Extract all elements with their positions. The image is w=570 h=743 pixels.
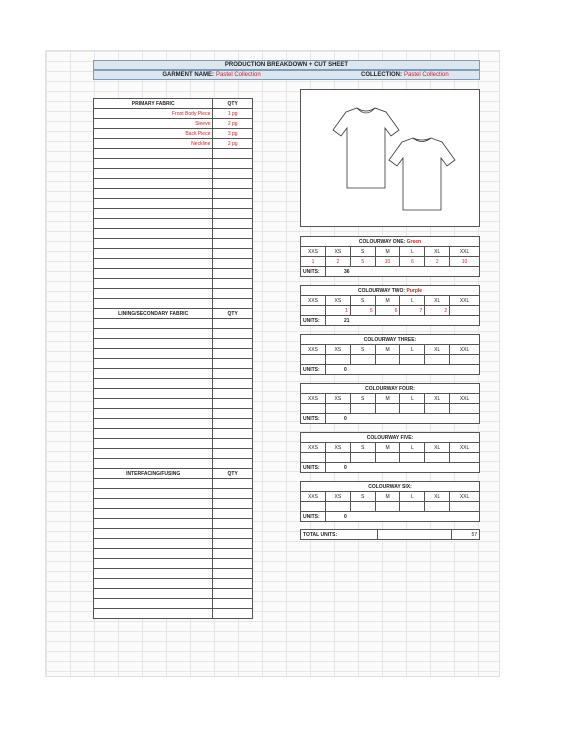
sheet-title-bar xyxy=(93,60,480,70)
size-header-cell: S xyxy=(350,345,375,355)
fabric-row xyxy=(94,439,253,449)
size-qty-cell[interactable] xyxy=(425,502,450,512)
units-value: 21 xyxy=(325,316,479,326)
colourway-table xyxy=(300,481,480,522)
fabric-row xyxy=(94,289,253,299)
fabric-piece-cell[interactable] xyxy=(94,499,213,509)
fabric-row xyxy=(94,199,253,209)
fabric-piece-cell[interactable] xyxy=(94,169,213,179)
fabric-qty-cell[interactable] xyxy=(213,589,253,599)
size-qty-cell[interactable]: 2 xyxy=(325,257,350,267)
garment-name-label: GARMENT NAME: xyxy=(162,72,214,78)
garment-name-value[interactable]: Pastel Collection xyxy=(216,72,261,78)
size-header-cell: L xyxy=(400,345,425,355)
fabric-piece-cell[interactable] xyxy=(94,579,213,589)
size-qty-cell[interactable] xyxy=(450,404,480,414)
fabric-qty-cell[interactable] xyxy=(213,369,253,379)
fabric-qty-cell[interactable] xyxy=(213,219,253,229)
total-units-value: 57 xyxy=(452,530,480,540)
size-qty-cell[interactable] xyxy=(450,502,480,512)
size-qty-cell[interactable]: 10 xyxy=(375,257,400,267)
size-header-cell: XXL xyxy=(450,394,480,404)
fabric-row xyxy=(94,249,253,259)
fabric-row xyxy=(94,559,253,569)
fabric-piece-cell[interactable] xyxy=(94,509,213,519)
fabric-qty-cell[interactable] xyxy=(213,599,253,609)
size-header-cell: XL xyxy=(425,394,450,404)
size-header-cell: XXL xyxy=(450,492,480,502)
fabric-row xyxy=(94,379,253,389)
size-header-cell: M xyxy=(375,296,400,306)
fabric-row xyxy=(94,509,253,519)
fabric-row xyxy=(94,189,253,199)
fabric-qty-cell[interactable] xyxy=(213,359,253,369)
fabric-qty-cell[interactable] xyxy=(213,479,253,489)
fabric-row xyxy=(94,529,253,539)
fabric-qty-cell[interactable]: 2 pg xyxy=(213,139,253,149)
colourway-title xyxy=(301,482,480,492)
size-header-cell: L xyxy=(400,443,425,453)
size-header-cell: M xyxy=(375,443,400,453)
units-value: 0 xyxy=(325,463,479,473)
fabric-qty-cell[interactable] xyxy=(213,319,253,329)
fabric-qty-cell[interactable] xyxy=(213,269,253,279)
fabric-qty-cell[interactable] xyxy=(213,329,253,339)
size-qty-cell[interactable] xyxy=(375,404,400,414)
lining-heading: LINING/SECONDARY FABRIC xyxy=(94,309,213,319)
fabric-qty-cell[interactable] xyxy=(213,459,253,469)
size-header-cell: XXL xyxy=(450,345,480,355)
fabric-qty-cell[interactable] xyxy=(213,439,253,449)
fabric-piece-cell[interactable] xyxy=(94,269,213,279)
fabric-qty-cell[interactable] xyxy=(213,299,253,309)
fabric-qty-cell[interactable] xyxy=(213,289,253,299)
fabric-qty-cell[interactable] xyxy=(213,379,253,389)
fabric-piece-cell[interactable] xyxy=(94,409,213,419)
fabric-row xyxy=(94,159,253,169)
fabric-row xyxy=(94,369,253,379)
interfacing-qty-heading: QTY xyxy=(213,469,253,479)
fabric-qty-cell[interactable] xyxy=(213,149,253,159)
fabric-row xyxy=(94,139,253,149)
size-qty-cell[interactable] xyxy=(425,453,450,463)
fabric-piece-cell[interactable] xyxy=(94,439,213,449)
size-qty-cell[interactable] xyxy=(450,306,480,316)
fabric-qty-cell[interactable] xyxy=(213,249,253,259)
size-header-cell: XS xyxy=(325,345,350,355)
colourway-name[interactable]: Green xyxy=(406,238,422,245)
fabric-piece-cell[interactable] xyxy=(94,339,213,349)
fabric-row xyxy=(94,599,253,609)
size-qty-cell[interactable] xyxy=(425,355,450,365)
fabric-row xyxy=(94,349,253,359)
size-qty-cell[interactable] xyxy=(301,502,326,512)
size-header-cell: XS xyxy=(325,492,350,502)
fabric-piece-cell[interactable] xyxy=(94,609,213,619)
size-header-cell: XS xyxy=(325,296,350,306)
colourway-label: COLOURWAY SIX: xyxy=(368,483,412,490)
fabric-piece-cell[interactable] xyxy=(94,189,213,199)
size-qty-cell[interactable]: 1 xyxy=(301,257,326,267)
fabric-qty-cell[interactable] xyxy=(213,559,253,569)
fabric-row xyxy=(94,279,253,289)
fabric-piece-cell[interactable] xyxy=(94,199,213,209)
fabric-row xyxy=(94,329,253,339)
fabric-piece-cell[interactable] xyxy=(94,239,213,249)
size-qty-cell[interactable] xyxy=(450,453,480,463)
fabric-row xyxy=(94,109,253,119)
fabric-row xyxy=(94,609,253,619)
size-qty-cell[interactable]: 10 xyxy=(450,257,480,267)
size-qty-cell[interactable] xyxy=(325,404,350,414)
units-label: UNITS: xyxy=(301,365,326,375)
size-header-cell: S xyxy=(350,492,375,502)
fabric-row xyxy=(94,269,253,279)
total-units-label: TOTAL UNITS: xyxy=(301,530,378,540)
total-units-spacer xyxy=(377,530,451,540)
fabric-qty-cell[interactable] xyxy=(213,549,253,559)
size-header-cell: XXS xyxy=(301,492,326,502)
sheet-title: PRODUCTION BREAKDOWN + CUT SHEET xyxy=(224,62,349,68)
fabric-row xyxy=(94,119,253,129)
fabric-piece-cell[interactable] xyxy=(94,359,213,369)
size-header-cell: XS xyxy=(325,394,350,404)
fabric-qty-cell[interactable] xyxy=(213,449,253,459)
size-header-cell: M xyxy=(375,492,400,502)
size-header-cell: XS xyxy=(325,247,350,257)
total-units-table xyxy=(300,529,480,540)
fabric-piece-cell[interactable]: Back Piece xyxy=(94,129,213,139)
colourway-label: COLOURWAY FIVE: xyxy=(366,434,414,441)
fabric-row xyxy=(94,359,253,369)
fabric-piece-cell[interactable]: Neckline xyxy=(94,139,213,149)
size-qty-cell[interactable]: 6 xyxy=(400,257,425,267)
fabric-row xyxy=(94,549,253,559)
fabric-qty-cell[interactable] xyxy=(213,569,253,579)
size-qty-cell[interactable] xyxy=(375,453,400,463)
units-label: UNITS: xyxy=(301,267,326,277)
size-header-cell: L xyxy=(400,394,425,404)
fabric-piece-cell[interactable] xyxy=(94,519,213,529)
size-qty-cell[interactable] xyxy=(325,355,350,365)
fabric-row xyxy=(94,149,253,159)
colourway-label: COLOURWAY THREE: xyxy=(363,336,417,343)
size-header-cell: S xyxy=(350,296,375,306)
size-header-cell: XXS xyxy=(301,394,326,404)
fabric-qty-cell[interactable] xyxy=(213,409,253,419)
size-qty-cell[interactable] xyxy=(350,404,375,414)
size-qty-cell[interactable] xyxy=(375,355,400,365)
fabric-row xyxy=(94,309,253,319)
fabric-qty-cell[interactable] xyxy=(213,519,253,529)
size-header-cell: XXL xyxy=(450,296,480,306)
size-header-cell: XXL xyxy=(450,247,480,257)
size-qty-cell[interactable]: 5 xyxy=(350,306,375,316)
fabric-qty-cell[interactable] xyxy=(213,539,253,549)
size-qty-cell[interactable] xyxy=(301,355,326,365)
fabric-qty-cell[interactable] xyxy=(213,169,253,179)
fabric-row xyxy=(94,579,253,589)
fabric-qty-cell[interactable] xyxy=(213,199,253,209)
fabric-qty-cell[interactable] xyxy=(213,189,253,199)
fabric-row xyxy=(94,589,253,599)
units-value: 0 xyxy=(325,414,479,424)
size-header-cell: S xyxy=(350,443,375,453)
size-header-cell: XXS xyxy=(301,345,326,355)
primary-fabric-heading: PRIMARY FABRIC xyxy=(94,99,213,109)
size-header-cell: M xyxy=(375,345,400,355)
size-qty-cell[interactable]: 2 xyxy=(425,306,450,316)
fabric-qty-cell[interactable] xyxy=(213,399,253,409)
fabric-qty-cell[interactable] xyxy=(213,349,253,359)
fabric-piece-cell[interactable] xyxy=(94,599,213,609)
size-header-cell: XL xyxy=(425,492,450,502)
fabric-qty-cell[interactable] xyxy=(213,159,253,169)
fabric-qty-cell[interactable] xyxy=(213,609,253,619)
fabric-qty-cell[interactable]: 2 pg xyxy=(213,119,253,129)
fabric-piece-cell[interactable] xyxy=(94,479,213,489)
fabric-row xyxy=(94,229,253,239)
size-header-cell: L xyxy=(400,492,425,502)
size-qty-cell[interactable] xyxy=(350,453,375,463)
size-header-cell: XXS xyxy=(301,247,326,257)
size-qty-cell[interactable]: 5 xyxy=(350,257,375,267)
size-qty-cell[interactable] xyxy=(400,355,425,365)
fabric-row xyxy=(94,519,253,529)
size-qty-cell[interactable] xyxy=(350,355,375,365)
fabric-piece-cell[interactable] xyxy=(94,219,213,229)
fabric-qty-cell[interactable] xyxy=(213,579,253,589)
fabric-qty-cell[interactable] xyxy=(213,209,253,219)
fabric-piece-cell[interactable] xyxy=(94,539,213,549)
fabric-piece-cell[interactable] xyxy=(94,489,213,499)
fabric-qty-cell[interactable] xyxy=(213,259,253,269)
lining-qty-heading: QTY xyxy=(213,309,253,319)
fabric-row xyxy=(94,419,253,429)
fabric-qty-cell[interactable] xyxy=(213,229,253,239)
fabric-piece-cell[interactable] xyxy=(94,559,213,569)
fabric-piece-cell[interactable] xyxy=(94,229,213,239)
colourway-table xyxy=(300,285,480,326)
fabric-piece-cell[interactable] xyxy=(94,419,213,429)
colourway-table xyxy=(300,236,480,277)
colourway-label: COLOURWAY FOUR: xyxy=(365,385,415,392)
size-header-cell: S xyxy=(350,394,375,404)
fabric-row xyxy=(94,429,253,439)
fabric-row xyxy=(94,179,253,189)
fabric-piece-cell[interactable] xyxy=(94,179,213,189)
colourway-table xyxy=(300,334,480,375)
fabric-qty-cell[interactable] xyxy=(213,429,253,439)
size-qty-cell[interactable] xyxy=(400,453,425,463)
fabric-piece-cell[interactable] xyxy=(94,209,213,219)
fabric-piece-cell[interactable] xyxy=(94,369,213,379)
size-qty-cell[interactable] xyxy=(325,502,350,512)
colourway-title xyxy=(301,384,480,394)
size-qty-cell[interactable] xyxy=(325,453,350,463)
fabric-qty-cell[interactable] xyxy=(213,239,253,249)
fabric-qty-cell[interactable] xyxy=(213,509,253,519)
size-qty-cell[interactable] xyxy=(425,404,450,414)
units-label: UNITS: xyxy=(301,414,326,424)
fabric-piece-cell[interactable] xyxy=(94,429,213,439)
fabric-qty-cell[interactable] xyxy=(213,529,253,539)
fabric-piece-cell[interactable] xyxy=(94,399,213,409)
primary-fabric-table xyxy=(93,98,253,619)
fabric-row xyxy=(94,319,253,329)
size-qty-cell[interactable] xyxy=(450,355,480,365)
fabric-piece-cell[interactable] xyxy=(94,459,213,469)
size-header-cell: XXS xyxy=(301,296,326,306)
size-qty-cell[interactable] xyxy=(350,502,375,512)
size-qty-cell[interactable]: 6 xyxy=(375,306,400,316)
fabric-row xyxy=(94,339,253,349)
fabric-row xyxy=(94,479,253,489)
fabric-row xyxy=(94,209,253,219)
interfacing-heading: INTERFACING/FUSING xyxy=(94,469,213,479)
fabric-row xyxy=(94,99,253,109)
size-qty-cell[interactable] xyxy=(301,404,326,414)
fabric-row xyxy=(94,409,253,419)
fabric-piece-cell[interactable] xyxy=(94,549,213,559)
size-qty-cell[interactable] xyxy=(400,404,425,414)
units-label: UNITS: xyxy=(301,463,326,473)
size-header-cell: XL xyxy=(425,443,450,453)
size-qty-cell[interactable] xyxy=(301,453,326,463)
collection-label: COLLECTION: xyxy=(361,72,402,78)
size-header-cell: XXS xyxy=(301,443,326,453)
fabric-piece-cell[interactable] xyxy=(94,259,213,269)
size-header-cell: L xyxy=(400,296,425,306)
size-header-cell: S xyxy=(350,247,375,257)
units-value: 0 xyxy=(325,512,479,522)
size-header-cell: XS xyxy=(325,443,350,453)
fabric-piece-cell[interactable] xyxy=(94,279,213,289)
fabric-qty-cell[interactable] xyxy=(213,499,253,509)
colourway-name[interactable]: Purple xyxy=(406,287,423,294)
fabric-row xyxy=(94,489,253,499)
fabric-row xyxy=(94,459,253,469)
fabric-row xyxy=(94,569,253,579)
colourway-title xyxy=(301,286,480,296)
fabric-piece-cell[interactable] xyxy=(94,149,213,159)
fabric-row xyxy=(94,169,253,179)
primary-fabric-qty-heading: QTY xyxy=(213,99,253,109)
fabric-row xyxy=(94,539,253,549)
fabric-row xyxy=(94,219,253,229)
fabric-piece-cell[interactable] xyxy=(94,379,213,389)
size-qty-cell[interactable]: 2 xyxy=(425,257,450,267)
fabric-qty-cell[interactable]: 1 pg xyxy=(213,109,253,119)
units-label: UNITS: xyxy=(301,512,326,522)
fabric-piece-cell[interactable] xyxy=(94,529,213,539)
tshirt-front-icon xyxy=(333,108,399,188)
fabric-piece-cell[interactable] xyxy=(94,389,213,399)
fabric-qty-cell[interactable] xyxy=(213,389,253,399)
size-header-cell: XL xyxy=(425,296,450,306)
colourway-title xyxy=(301,335,480,345)
fabric-piece-cell[interactable]: Front Body Piece xyxy=(94,109,213,119)
size-header-cell: XL xyxy=(425,345,450,355)
fabric-piece-cell[interactable] xyxy=(94,329,213,339)
fabric-qty-cell[interactable] xyxy=(213,279,253,289)
fabric-qty-cell[interactable] xyxy=(213,179,253,189)
garment-image-box xyxy=(300,89,480,227)
size-header-cell: M xyxy=(375,394,400,404)
fabric-qty-cell[interactable] xyxy=(213,419,253,429)
fabric-piece-cell[interactable]: Sleeve xyxy=(94,119,213,129)
size-header-cell: XL xyxy=(425,247,450,257)
size-header-cell: L xyxy=(400,247,425,257)
units-value: 0 xyxy=(325,365,479,375)
colourway-label: COLOURWAY ONE: xyxy=(358,238,406,245)
size-qty-cell[interactable]: 1 xyxy=(325,306,350,316)
fabric-row xyxy=(94,499,253,509)
colourway-label: COLOURWAY TWO: xyxy=(357,287,406,294)
collection-value[interactable]: Pastel Collection xyxy=(404,72,449,78)
tshirt-sketch xyxy=(301,90,479,226)
size-header-cell: M xyxy=(375,247,400,257)
fabric-row xyxy=(94,299,253,309)
colourway-title xyxy=(301,433,480,443)
fabric-row xyxy=(94,469,253,479)
fabric-qty-cell[interactable] xyxy=(213,339,253,349)
fabric-piece-cell[interactable] xyxy=(94,249,213,259)
units-label: UNITS: xyxy=(301,316,326,326)
fabric-piece-cell[interactable] xyxy=(94,299,213,309)
fabric-qty-cell[interactable]: 3 pg xyxy=(213,129,253,139)
size-qty-cell[interactable] xyxy=(375,502,400,512)
fabric-row xyxy=(94,239,253,249)
fabric-piece-cell[interactable] xyxy=(94,589,213,599)
fabric-piece-cell[interactable] xyxy=(94,289,213,299)
fabric-piece-cell[interactable] xyxy=(94,349,213,359)
fabric-piece-cell[interactable] xyxy=(94,569,213,579)
fabric-row xyxy=(94,449,253,459)
colourway-title xyxy=(301,237,480,247)
fabric-piece-cell[interactable] xyxy=(94,159,213,169)
size-qty-cell[interactable] xyxy=(301,306,326,316)
size-qty-cell[interactable]: 7 xyxy=(400,306,425,316)
fabric-piece-cell[interactable] xyxy=(94,319,213,329)
fabric-row xyxy=(94,399,253,409)
units-value: 36 xyxy=(325,267,479,277)
fabric-row xyxy=(94,259,253,269)
fabric-row xyxy=(94,129,253,139)
fabric-piece-cell[interactable] xyxy=(94,449,213,459)
colourway-table xyxy=(300,432,480,473)
fabric-row xyxy=(94,389,253,399)
size-header-cell: XXL xyxy=(450,443,480,453)
garment-collection-bar xyxy=(93,70,480,80)
size-qty-cell[interactable] xyxy=(400,502,425,512)
colourway-table xyxy=(300,383,480,424)
tshirt-back-icon xyxy=(389,138,455,210)
fabric-qty-cell[interactable] xyxy=(213,489,253,499)
